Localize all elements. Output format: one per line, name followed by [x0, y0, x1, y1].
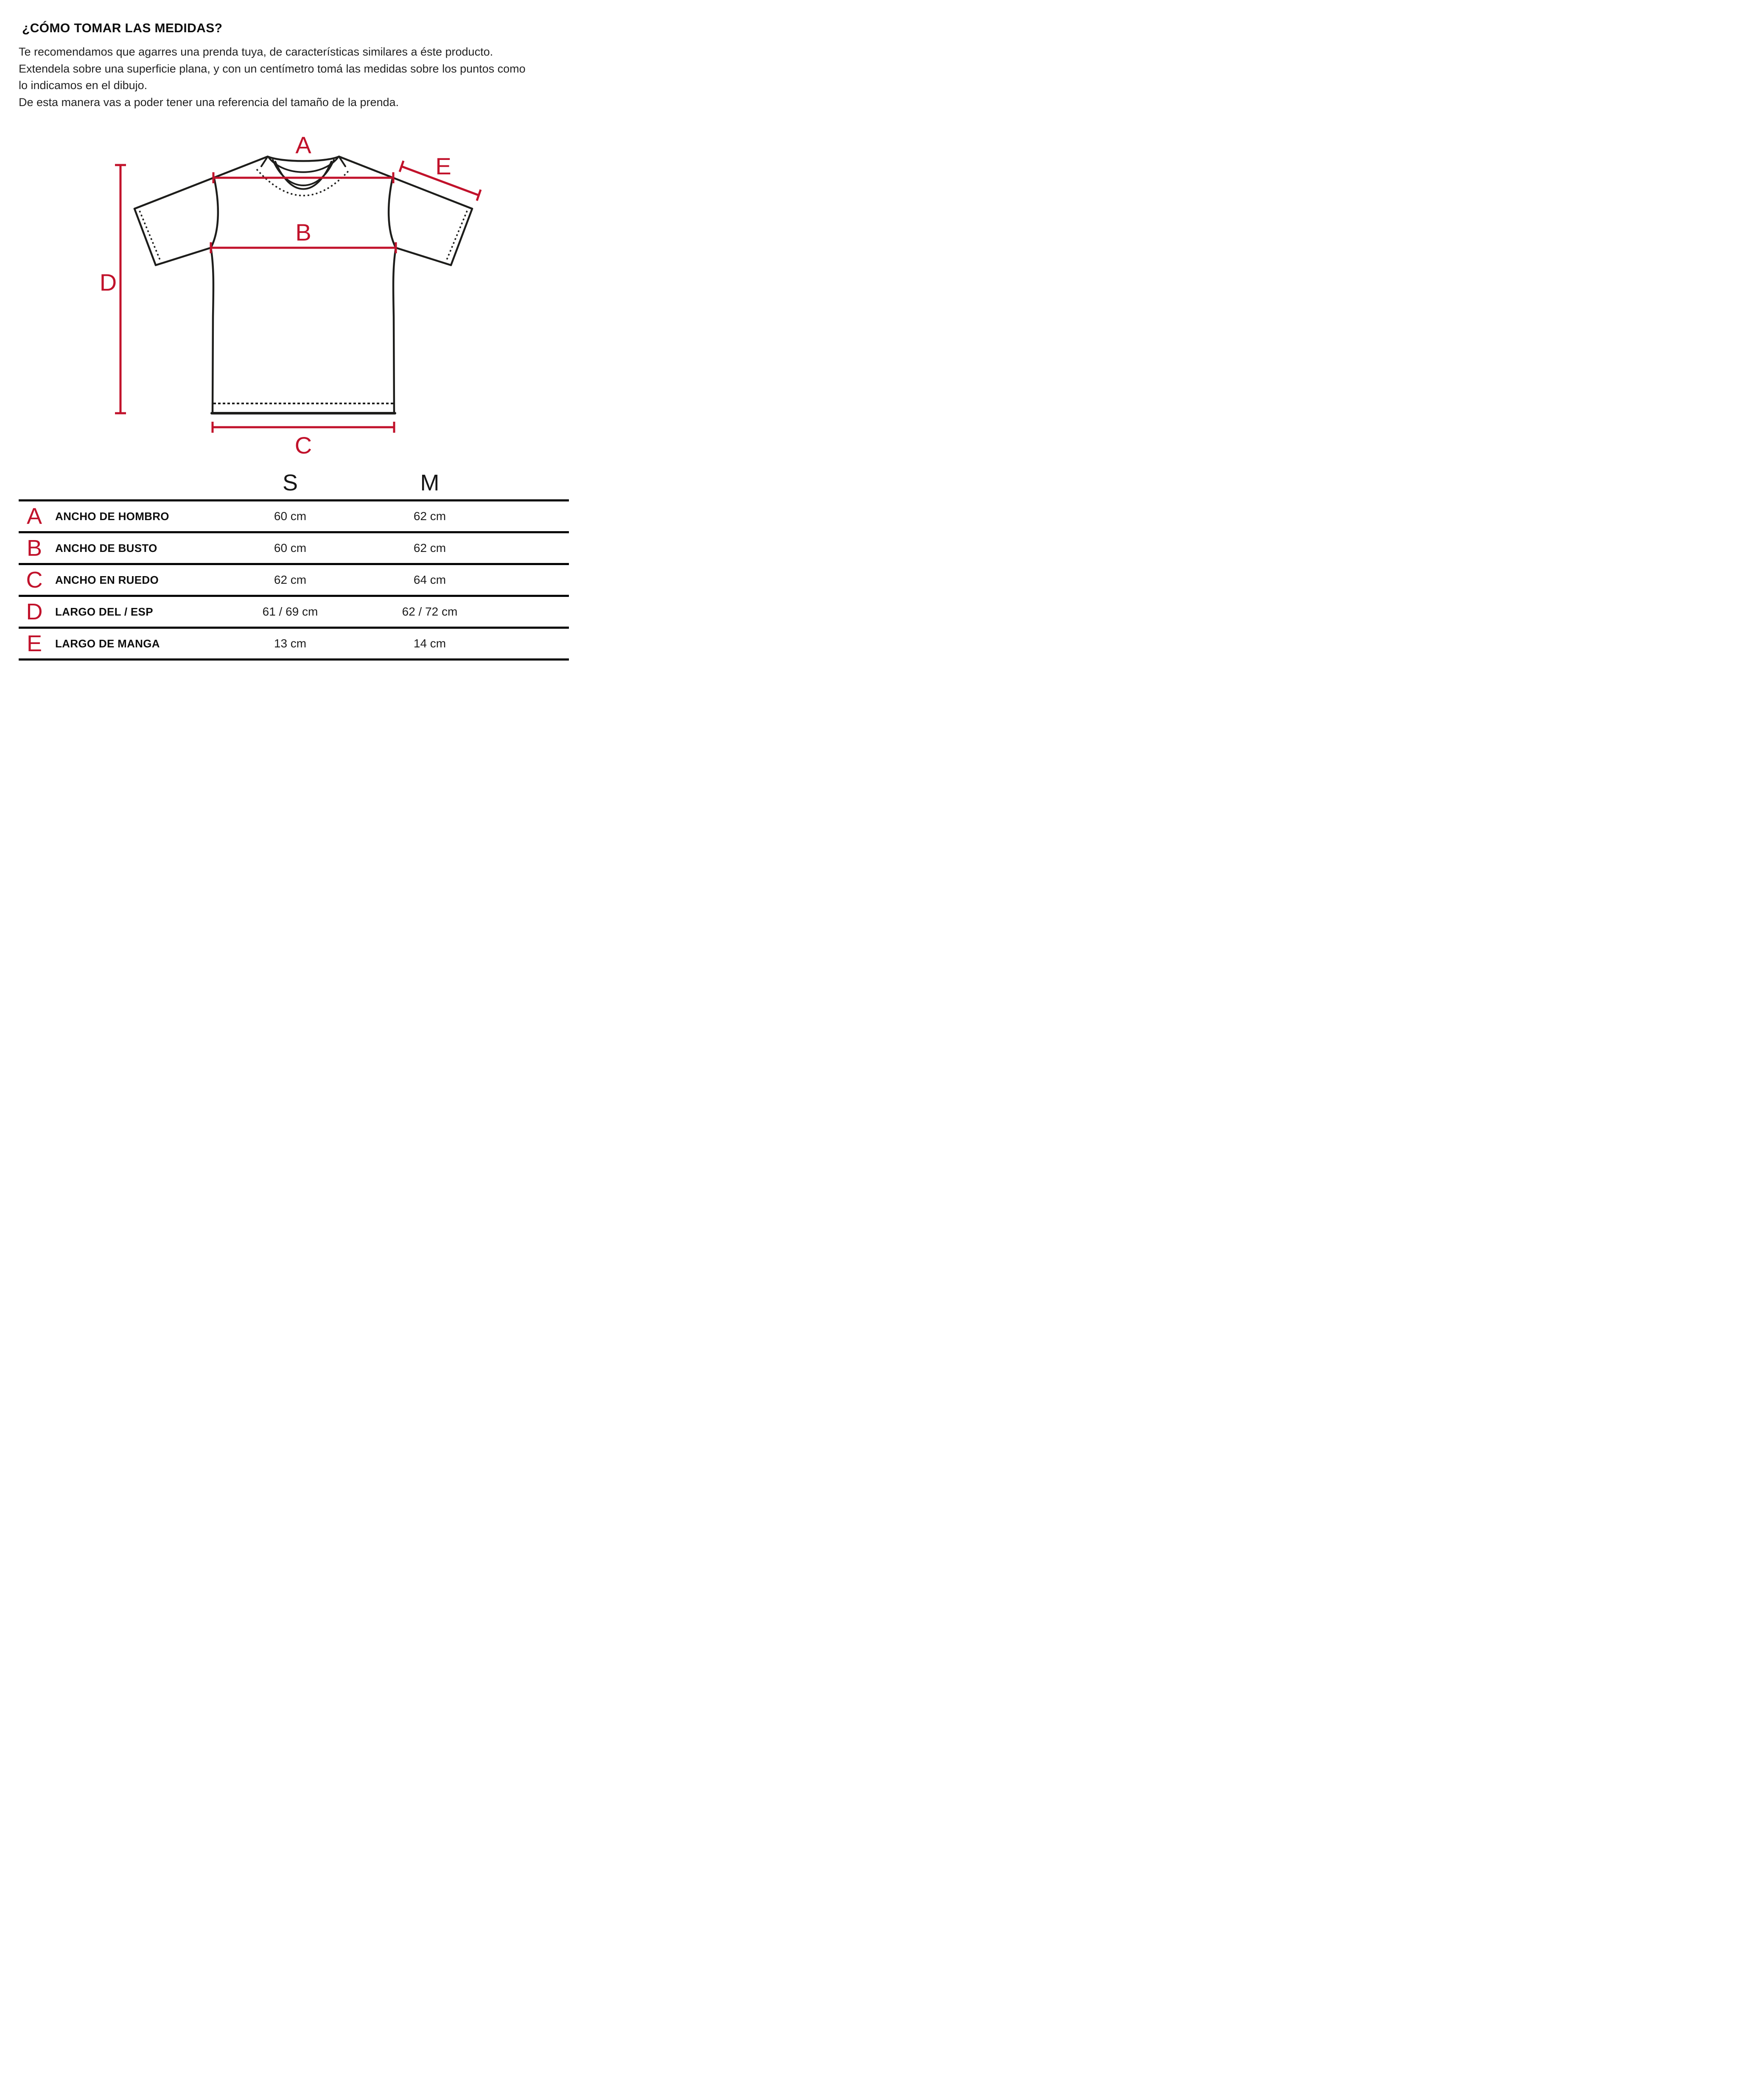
intro-line: De esta manera vas a poder tener una referencia del tamaño de la prenda.: [19, 95, 399, 109]
row-value-m: 64 cm: [413, 573, 446, 586]
row-letter: D: [26, 599, 43, 624]
row-value-s: 61 / 69 cm: [262, 605, 318, 618]
row-value-s: 62 cm: [274, 573, 307, 586]
intro-line: Extendela sobre una superficie plana, y con un centímetro tomá las medidas sobre los puntos como: [19, 62, 526, 75]
row-letter: E: [26, 631, 42, 656]
tshirt-outline: [134, 157, 472, 413]
table-row: [19, 629, 569, 661]
measure-label-b: B: [295, 219, 311, 246]
measure-line-d: [100, 165, 126, 413]
row-value-s: 60 cm: [274, 541, 307, 554]
measure-label-c: C: [294, 432, 312, 459]
table-row: [19, 501, 569, 533]
size-columns-header: [19, 460, 569, 499]
measure-line-e: [400, 153, 481, 201]
measure-label-d: D: [99, 269, 117, 296]
table-row: [19, 565, 569, 597]
row-letter: B: [26, 535, 42, 561]
measure-line-b: [211, 219, 396, 253]
row-value-m: 14 cm: [413, 637, 446, 650]
table-row: [19, 533, 569, 565]
intro-line: lo indicamos en el dibujo.: [19, 79, 148, 92]
measure-line-c: [213, 422, 394, 459]
row-value-s: 60 cm: [274, 510, 307, 523]
size-table: [19, 499, 569, 661]
column-header-m: M: [420, 470, 440, 496]
row-label: ANCHO DE BUSTO: [55, 541, 157, 554]
row-label: ANCHO EN RUEDO: [55, 573, 159, 586]
measure-line-a: [213, 134, 393, 183]
column-header-s: S: [282, 470, 298, 496]
row-letter: C: [26, 567, 43, 593]
intro-text: [19, 44, 526, 111]
row-label: ANCHO DE HOMBRO: [55, 510, 169, 523]
row-label: LARGO DE MANGA: [55, 637, 160, 650]
row-label: LARGO DEL / ESP: [55, 605, 153, 618]
measure-label-e: E: [435, 153, 451, 179]
measure-label-a: A: [295, 134, 311, 158]
tshirt-measurement-diagram: [99, 134, 489, 460]
row-value-m: 62 / 72 cm: [402, 605, 458, 618]
row-value-s: 13 cm: [274, 637, 307, 650]
intro-line: Te recomendamos que agarres una prenda tuya, de características similares a éste producto.: [19, 45, 493, 58]
page-title: ¿CÓMO TOMAR LAS MEDIDAS?: [22, 21, 223, 35]
table-row: [19, 597, 569, 629]
size-guide-page: [0, 0, 588, 700]
row-value-m: 62 cm: [413, 510, 446, 523]
row-value-m: 62 cm: [413, 541, 446, 554]
row-letter: A: [26, 504, 42, 529]
